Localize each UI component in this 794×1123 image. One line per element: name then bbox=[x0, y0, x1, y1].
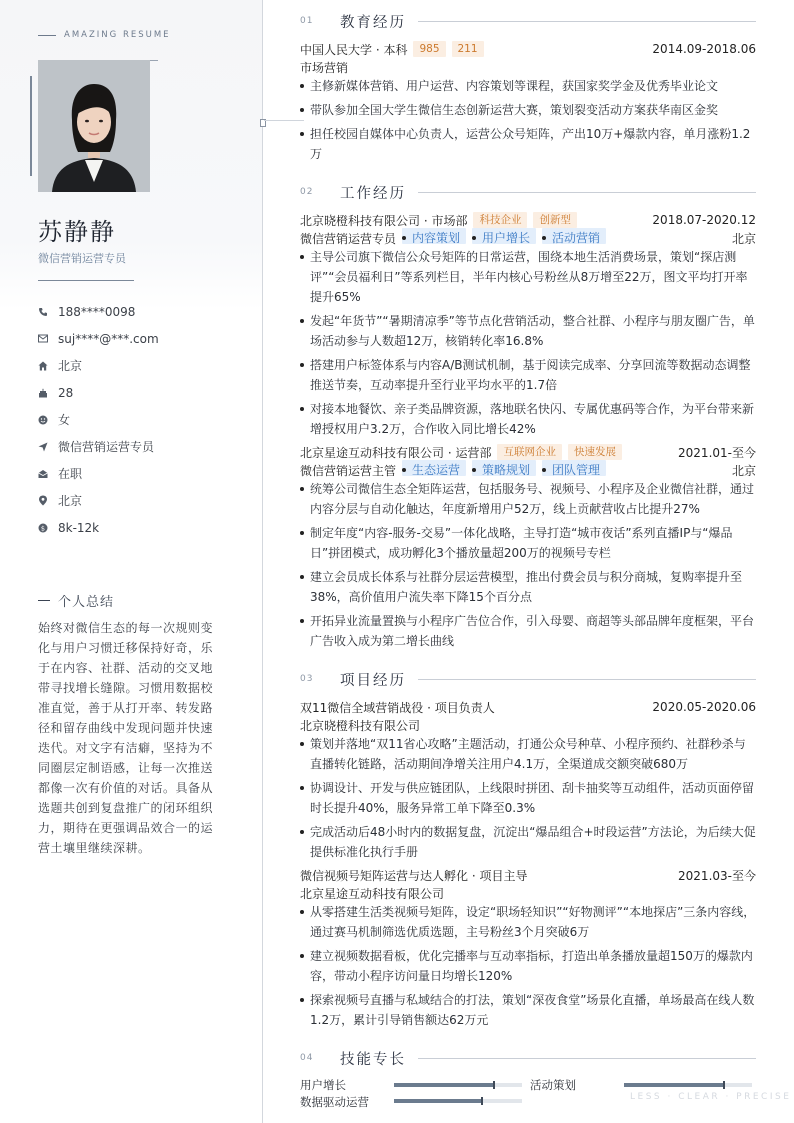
section-number: 04 bbox=[300, 1053, 314, 1063]
bullet: 搭建用户标签体系与内容A/B测试机制，基于阅读完成率、分享回流等数据动态调整推送节奏，互动率提升至行业平均水平的1.7倍 bbox=[300, 355, 756, 395]
photo-marker-line bbox=[264, 120, 304, 121]
bullet: 统筹公司微信生态全矩阵运营，包括服务号、视频号、小程序及企业微信社群，通过内容分层与自动化触达，年度新增用户52万，线上贡献营收占比提升27% bbox=[300, 479, 756, 519]
bullet: 从零搭建生活类视频号矩阵，设定“职场轻知识”“好物测评”“本地探店”三条内容线，通过赛马机制筛选优质选题，主号粉丝3个月突破6万 bbox=[300, 902, 756, 942]
section-rule bbox=[418, 1058, 756, 1059]
education-major-row bbox=[300, 58, 756, 76]
skill-bar-cap bbox=[481, 1097, 483, 1105]
bullet: 担任校园自媒体中心负责人，运营公众号矩阵，产出10万+爆款内容，单月涨粉1.2万 bbox=[300, 124, 756, 164]
contact-home bbox=[38, 352, 159, 379]
section-title: 技能专长 bbox=[340, 1051, 406, 1068]
salary-icon bbox=[38, 523, 58, 533]
job-role: 微信营销运营专员 bbox=[300, 231, 397, 246]
contact-text: 北京 bbox=[58, 359, 83, 373]
skill-bar-fill bbox=[624, 1083, 724, 1087]
section-title: 项目经历 bbox=[340, 672, 406, 689]
major: 市场营销 bbox=[300, 60, 349, 75]
contact-text: 女 bbox=[58, 413, 71, 427]
bullet: 对接本地餐饮、亲子类品牌资源，落地联名快闪、专属优惠码等合作，为平台带来新增授权用户3.2万，合作收入同比增长42% bbox=[300, 399, 756, 439]
section-rule bbox=[418, 21, 756, 22]
job-bullets bbox=[300, 247, 756, 443]
job-role-row bbox=[300, 461, 756, 479]
skill-bar bbox=[394, 1099, 522, 1103]
avatar bbox=[38, 60, 150, 192]
company-name: 北京星途互动科技有限公司 · 运营部 bbox=[300, 445, 492, 460]
bullet: 建立会员成长体系与社群分层运营模型，推出付费会员与积分商城，复购率提升至38%，高价值用户流失率下降15个百分点 bbox=[300, 567, 756, 607]
bullet: 探索视频号直播与私域结合的打法，策划“深夜食堂”场景化直播，单场最高在线人数1.2万，累计引导销售额达62万元 bbox=[300, 990, 756, 1030]
mail-icon bbox=[38, 334, 58, 343]
section-skills-heading bbox=[300, 1048, 756, 1068]
avatar-portrait bbox=[38, 60, 150, 192]
bullet: 策划并落地“双11省心攻略”主题活动，打通公众号种草、小程序预约、社群秒杀与直播转化链路，活动期间净增关注用户4.1万，全渠道成交额突破680万 bbox=[300, 734, 756, 774]
school-name: 中国人民大学 · 本科 bbox=[300, 42, 408, 57]
tag: 211 bbox=[452, 41, 484, 57]
brand-text: AMAZING RESUME bbox=[64, 30, 171, 40]
job-role-row bbox=[300, 229, 756, 247]
footer-watermark: LESS · CLEAR · PRECISE bbox=[630, 1092, 792, 1102]
contact-text: 北京 bbox=[58, 494, 83, 508]
job-city: 北京 bbox=[731, 231, 756, 246]
skill-bar-cap bbox=[723, 1081, 725, 1089]
skill-bar-fill bbox=[394, 1083, 494, 1087]
contact-gender bbox=[38, 406, 159, 433]
tag: 快速发展 bbox=[568, 444, 622, 460]
job-bullets bbox=[300, 479, 756, 655]
summary-dash bbox=[38, 600, 50, 601]
bullet: 完成活动后48小时内的数据复盘，沉淀出“爆品组合+时段运营”方法论，为后续大促提供标准化执行手册 bbox=[300, 822, 756, 862]
project-date: 2020.05-2020.06 bbox=[652, 700, 756, 714]
status-icon bbox=[38, 469, 58, 479]
tag: 团队管理 bbox=[542, 460, 606, 476]
contact-status bbox=[38, 460, 159, 487]
location-icon bbox=[38, 495, 58, 506]
project-name: 双11微信全域营销战役 · 项目负责人 bbox=[300, 700, 495, 715]
bullet: 开拓异业流量置换与小程序广告位合作，引入母婴、商超等头部品牌年度框架，平台广告收入成为第二增长曲线 bbox=[300, 611, 756, 651]
project-header bbox=[300, 698, 756, 716]
tag: 创新型 bbox=[533, 212, 577, 228]
bullet: 制定年度“内容-服务-交易”一体化战略，主导打造“城市夜话”系列直播IP与“爆品日”拼团模式，成功孵化3个播放量超200万的视频号专栏 bbox=[300, 523, 756, 563]
project-bullets bbox=[300, 734, 756, 866]
section-education-heading bbox=[300, 11, 756, 31]
job-header bbox=[300, 211, 756, 229]
tag: 生态运营 bbox=[402, 460, 466, 476]
bullet: 主导公司旗下微信公众号矩阵的日常运营，围绕本地生活消费场景，策划“探店测评”“会员福利日”等系列栏目，半年内核心号粉丝从8万增至22万，图文平均打开率提升65% bbox=[300, 247, 756, 307]
send-icon bbox=[38, 442, 58, 452]
contact-list bbox=[38, 298, 159, 541]
education-header bbox=[300, 40, 756, 58]
tag: 策略规划 bbox=[472, 460, 536, 476]
skill-label: 用户增长 bbox=[300, 1078, 346, 1092]
job-header bbox=[300, 443, 756, 461]
contact-text: 在职 bbox=[58, 467, 83, 481]
brand-line bbox=[38, 35, 56, 36]
education-date: 2014.09-2018.06 bbox=[652, 42, 756, 56]
education-bullets bbox=[300, 76, 756, 168]
tag: 985 bbox=[413, 41, 445, 57]
section-number: 01 bbox=[300, 16, 314, 26]
person-icon bbox=[38, 415, 58, 425]
phone-icon bbox=[38, 307, 58, 317]
skill-label: 活动策划 bbox=[530, 1078, 576, 1092]
sidebar bbox=[0, 0, 263, 1123]
skill-label: 数据驱动运营 bbox=[300, 1095, 369, 1109]
photo-accent bbox=[30, 76, 32, 176]
profile-photo bbox=[30, 60, 158, 192]
section-rule bbox=[418, 192, 756, 193]
contact-text: 28 bbox=[58, 385, 74, 400]
job-city: 北京 bbox=[731, 463, 756, 478]
skill-bar bbox=[624, 1083, 752, 1087]
section-rule bbox=[418, 679, 756, 680]
skill-bar bbox=[394, 1083, 522, 1087]
bullet: 协调设计、开发与供应链团队，上线限时拼团、刮卡抽奖等互动组件，活动页面停留时长提升40%，服务异常工单下降至0.3% bbox=[300, 778, 756, 818]
contact-text: 8k-12k bbox=[58, 520, 100, 535]
section-title: 工作经历 bbox=[340, 185, 406, 202]
contact-age bbox=[38, 379, 159, 406]
project-org: 北京晓橙科技有限公司 bbox=[300, 718, 421, 733]
name-divider bbox=[38, 280, 134, 281]
job-date: 2018.07-2020.12 bbox=[652, 213, 756, 227]
contact-text: 微信营销运营专员 bbox=[58, 440, 155, 454]
contact-text: 188****0098 bbox=[58, 304, 136, 319]
bullet: 发起“年货节”“暑期清凉季”等节点化营销活动，整合社群、小程序与朋友圈广告，单场活动参与人数超12万，核销转化率16.8% bbox=[300, 311, 756, 351]
section-number: 03 bbox=[300, 674, 314, 684]
person-title: 微信营销运营专员 bbox=[38, 252, 126, 265]
project-org: 北京星途互动科技有限公司 bbox=[300, 886, 445, 901]
skill-bar-fill bbox=[394, 1099, 482, 1103]
project-name: 微信视频号矩阵运营与达人孵化 · 项目主导 bbox=[300, 868, 528, 883]
contact-location bbox=[38, 487, 159, 514]
contact-salary bbox=[38, 514, 159, 541]
section-number: 02 bbox=[300, 187, 314, 197]
cake-icon bbox=[38, 388, 58, 398]
summary-title: 个人总结 bbox=[58, 595, 115, 610]
section-work-heading bbox=[300, 182, 756, 202]
bullet: 建立视频数据看板，优化完播率与互动率指标，打造出单条播放量超150万的爆款内容，带动小程序访问量日均增长120% bbox=[300, 946, 756, 986]
contact-phone bbox=[38, 298, 159, 325]
skill-bar-cap bbox=[493, 1081, 495, 1089]
tag: 互联网企业 bbox=[497, 444, 562, 460]
section-title: 教育经历 bbox=[340, 14, 406, 31]
project-date: 2021.03-至今 bbox=[678, 868, 756, 883]
tag: 科技企业 bbox=[473, 212, 527, 228]
person-name: 苏静静 bbox=[38, 218, 116, 246]
company-name: 北京晓橙科技有限公司 · 市场部 bbox=[300, 213, 468, 228]
tag: 活动营销 bbox=[542, 228, 606, 244]
project-org-row bbox=[300, 884, 756, 902]
job-date: 2021.01-至今 bbox=[678, 445, 756, 460]
brand bbox=[38, 30, 171, 40]
contact-email bbox=[38, 325, 159, 352]
section-projects-heading bbox=[300, 669, 756, 689]
home-icon bbox=[38, 361, 58, 371]
project-header bbox=[300, 866, 756, 884]
bullet: 主修新媒体营销、用户运营、内容策划等课程，获国家奖学金及优秀毕业论文 bbox=[300, 76, 756, 96]
bullet: 带队参加全国大学生微信生态创新运营大赛，策划裂变活动方案获华南区金奖 bbox=[300, 100, 756, 120]
svg-text:$: $ bbox=[40, 523, 46, 532]
project-bullets bbox=[300, 902, 756, 1034]
project-org-row bbox=[300, 716, 756, 734]
summary-text: 始终对微信生态的每一次规则变化与用户习惯迁移保持好奇，乐于在内容、社群、活动的交叉地带寻找增长缝隙。习惯用数据校准直觉，善于从打开率、转发路径和留存曲线中发现问题并快速迭代。对文字有洁癖，坚持为不同圈层定制语感，让每一次推送都像一次有价值的对话。具备从选题共创到复盘推广的闭环组织力，期待在更强调品效合一的运营土壤里继续深耕。 bbox=[38, 621, 214, 855]
summary-heading bbox=[38, 591, 114, 610]
job-role: 微信营销运营主管 bbox=[300, 463, 397, 478]
tag: 用户增长 bbox=[472, 228, 536, 244]
contact-text: suj****@***.com bbox=[58, 331, 159, 346]
contact-position bbox=[38, 433, 159, 460]
tag: 内容策划 bbox=[402, 228, 466, 244]
